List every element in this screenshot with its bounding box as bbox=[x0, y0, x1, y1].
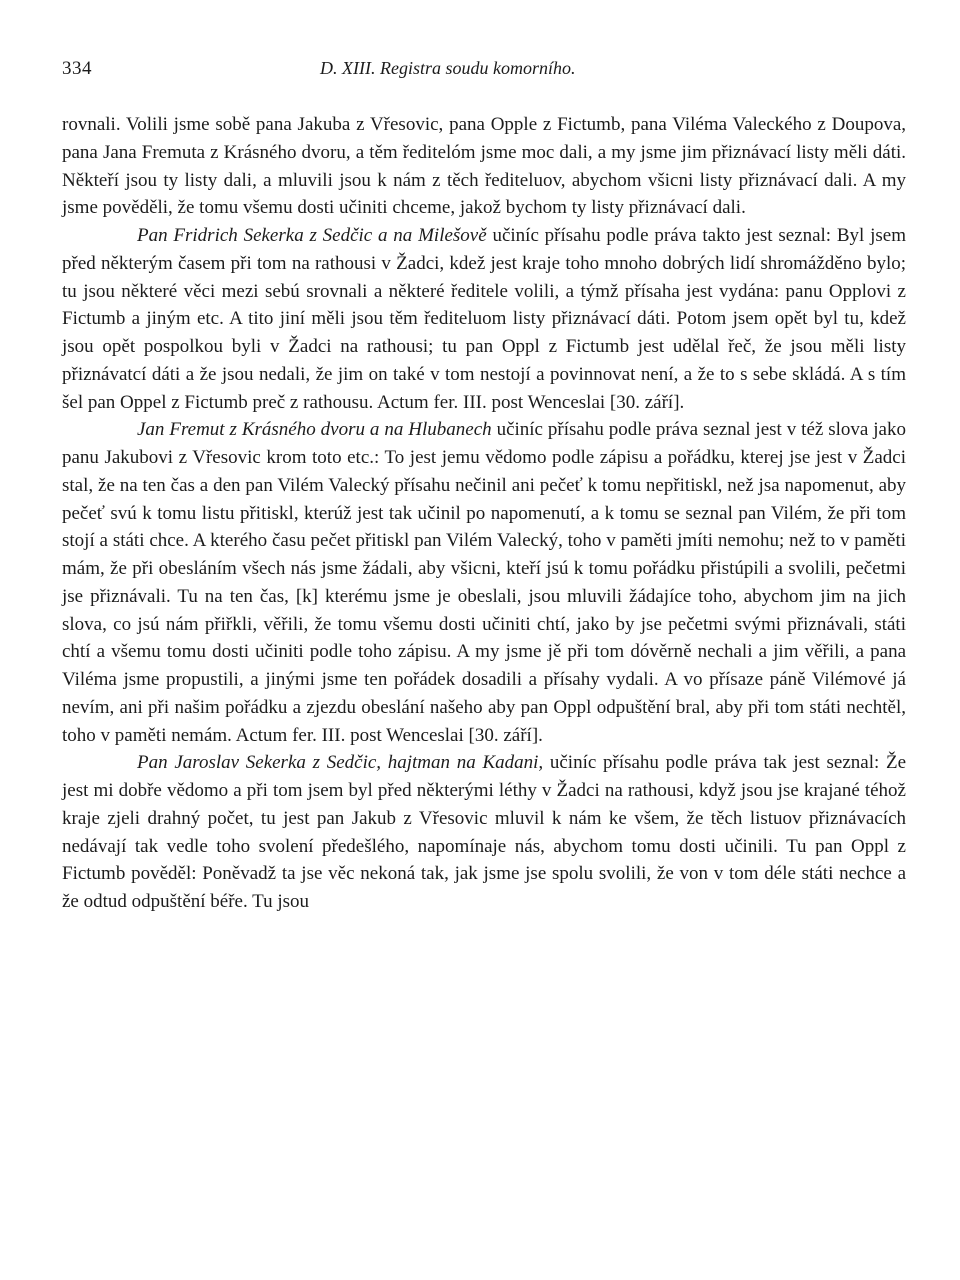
running-header bbox=[62, 58, 906, 90]
body-text bbox=[62, 111, 906, 916]
paragraph-lead: Pan Jaroslav Sekerka z Sedčic, hajtman na Kadani, bbox=[137, 752, 544, 774]
document-page bbox=[62, 58, 906, 916]
paragraph bbox=[62, 222, 906, 416]
paragraph bbox=[62, 111, 906, 222]
paragraph-lead: Jan Fremut z Krásného dvoru a na Hlubanech bbox=[137, 419, 492, 441]
paragraph bbox=[62, 416, 906, 749]
paragraph bbox=[62, 749, 906, 916]
paragraph-text: učiníc přísahu podle práva tak jest seznal: Že jest mi dobře vědomo a při tom jsem byl před některými léthy v Žadci na rathousi, když jsou jse krajané téhož kraje zjeli drahný počet, tu jest pan Jakub z Vřesovic mluvil k nám ke všem, že těch listuov přiznávacích nedávají tak vedle toho svolení předešlého, napomínaje nás, abychom tomu dosti učinili. Tu pan Oppl z Fictumb pověděl: Poněvadž ta jse věc nekoná tak, jak jsme jse spolu svolili, že von v tom déle státi nechce a že odtud odpuštění béře. Tu jsou bbox=[62, 752, 906, 912]
running-title: D. XIII. Registra soudu komorního. bbox=[320, 58, 576, 78]
paragraph-lead: Pan Fridrich Sekerka z Sedčic a na Milešově bbox=[137, 225, 487, 246]
paragraph-text: rovnali. Volili jsme sobě pana Jakuba z Vřesovic, pana Opple z Fictumb, pana Viléma Valeckého z Doupova, pana Jana Fremuta z Krásného dvoru, a těm ředitelóm jsme moc dali, a my jsme jim přiznávací listy měli dáti. Někteří jsou ty listy dali, a mluvili jsou k nám z těch řediteluov, abychom všicni listy přiznávací dali. A my jsme pověděli, že tomu všemu dosti učiniti chceme, jakož bychom ty listy přiznávací dali. bbox=[62, 114, 906, 219]
paragraph-text: učiníc přísahu podle práva seznal jest v též slova jako panu Jakubovi z Vřesovic krom toto etc.: To jest jemu vědomo podle zápisu a pořádku, kterej jse jest v Žadci stal, že na ten čas a den pan Vilém Valecký přísahu nečinil ani pečeť k tomu nepřitiskl, než jsa napomenut, aby pečeť svú k tomu listu přitiskl, kterúž jest tak učinil po napomenutí, a k tomu se seznal pan Vilém, že při tom stojí a státi chce. A kterého času pečet přitiskl pan Vilém Valecký, toho v paměti jmíti nemohu; než to v paměti mám, že při obesláním všech nás jsme žádali, aby všicni, kteří jsú k tomu pořádku přistúpili a svolili, pečetmi jse přiznávali. Tu na ten čas, [k] kterému jsme je obeslali, jsou mluvili žádajíce toho, abychom jim na jich slova, co jsú nám přiřkli, věřili, že tomu všemu dosti učiniti chtí, jako by jse pečetmi svými přiznávali, státi chtí a všemu tomu dosti učiniti podle toho zápisu. A my jsme jě při tom dóvěrně nechali a jim věřili, a pana Viléma jsme propustili, a jinými jsme ten pořádek dosadili a přísahy vydali. A vo přísaze páně Vilémové já nevím, ani při našim pořádku a zjezdu obeslání našeho aby pan Oppl odpuštění bral, aby při tom státi nechtěl, toho v paměti nemám. Actum fer. III. post Wenceslai [30. září]. bbox=[62, 419, 906, 746]
page-number: 334 bbox=[62, 58, 92, 79]
paragraph-text: učiníc přísahu podle práva takto jest seznal: Byl jsem před některým časem při tom na rathousi v Žadci, kdež jest kraje toho mnoho dobrých lidí shromážděno bylo; tu jsou některé věci mezi sebú srovnali a některé ředitele volili, a týmž přísaha jest vydána: panu Opplovi z Fictumb a jiným etc. A tito jiní měli jsou těm řediteluom listy přiznávací dáti. Potom jsem opět byl tu, kdež jsou opět pospolkou byli v Žadci na rathousi; tu pan Oppl z Fictumb jest udělal řeč, že jsou měli listy přiznávatcí dáti a že jsou nedali, že jim on také v tom nestojí a povinnovat není, a že to s sebe skládá. A s tím šel pan Oppel z Fictumb preč z rathousu. Actum fer. III. post Wenceslai [30. září]. bbox=[62, 225, 906, 413]
